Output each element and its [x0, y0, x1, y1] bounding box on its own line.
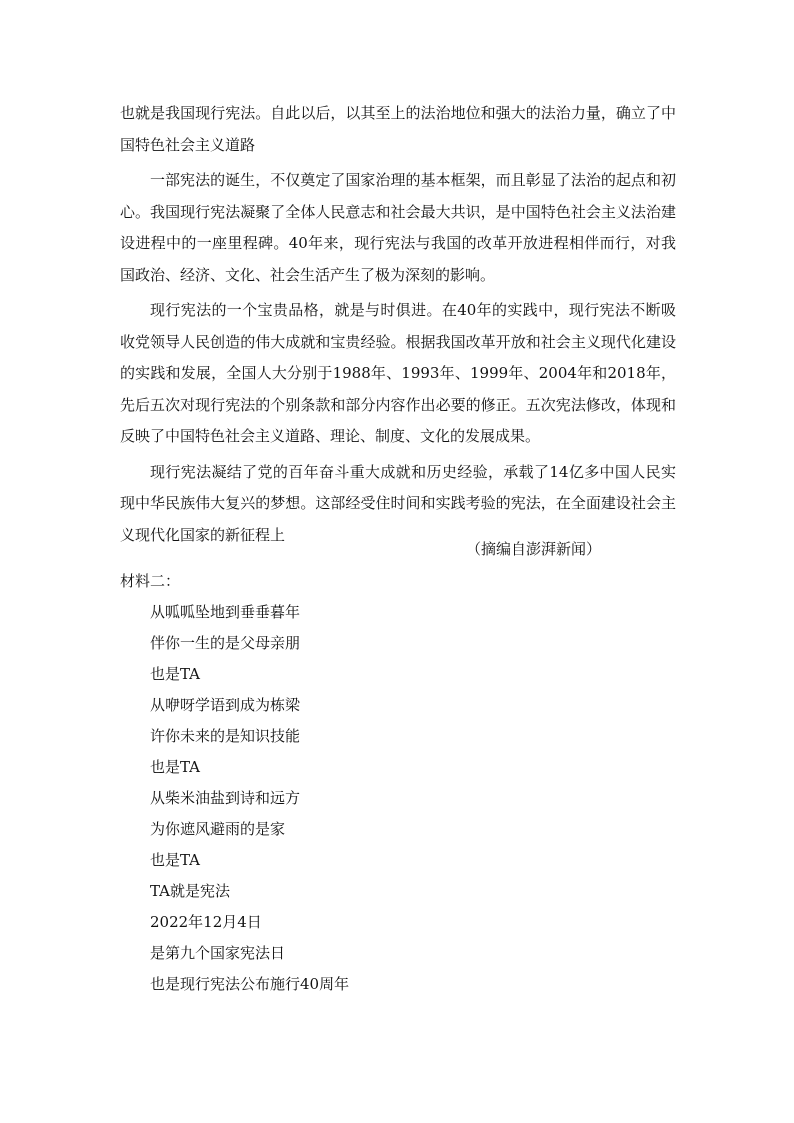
poem-line: 2022年12月4日 — [150, 913, 262, 931]
poem-line: TA就是宪法 — [150, 882, 231, 900]
material-two-poem — [150, 597, 349, 1000]
poem-line: 伴你一生的是父母亲朋 — [150, 634, 301, 652]
poem-line: 也是现行宪法公布施行40周年 — [150, 975, 350, 993]
poem-line: 也是TA — [150, 665, 201, 683]
poem-line: 为你遮风避雨的是家 — [150, 820, 286, 838]
poem-line: 从柴米油盐到诗和远方 — [150, 789, 301, 807]
paragraph-constitution-amendments: 现行宪法的一个宝贵品格，就是与时俱进。在40年的实践中，现行宪法不断吸收党领导人民创造的伟大成就和宝贵经验。根据我国改革开放和社会主义现代化建设的实践和发展，全国人大分别于1988年、1993年、1999年、2004年和2018年，先后五次对现行宪法的个别条款和部分内容作出必要的修正。五次宪法修改，体现和反映了中国特色社会主义道路、理论、制度、文化的发展成果。 — [120, 301, 676, 445]
poem-line: 也是TA — [150, 851, 201, 869]
material-two-title: 材料二： — [120, 572, 181, 590]
poem-line: 是第九个国家宪法日 — [150, 944, 286, 962]
source-citation: （摘编自澎湃新闻） — [466, 540, 602, 558]
paragraph-constitution-experience: 现行宪法凝结了党的百年奋斗重大成就和历史经验，承载了14亿多中国人民实现中华民族伟大复兴的梦想。这部经受住时间和实践考验的宪法，在全面建设社会主义现代化国家的新征程上 — [120, 462, 676, 544]
poem-line: 从呱呱坠地到垂垂暮年 — [150, 603, 301, 621]
poem-line: 从咿呀学语到成为栋梁 — [150, 696, 301, 714]
poem-line: 也是TA — [150, 758, 201, 776]
paragraph-continuation: 也就是我国现行宪法。自此以后，以其至上的法治地位和强大的法治力量，确立了中国特色社会主义道路 — [120, 104, 676, 154]
material-one-body — [120, 98, 676, 551]
paragraph-constitution-birth: 一部宪法的诞生，不仅奠定了国家治理的基本框架，而且彰显了法治的起点和初心。我国现行宪法凝聚了全体人民意志和社会最大共识，是中国特色社会主义法治建设进程中的一座里程碑。40年来，现行宪法与我国的改革开放进程相伴而行，对我国政治、经济、文化、社会生活产生了极为深刻的影响。 — [120, 171, 676, 284]
poem-line: 许你未来的是知识技能 — [150, 727, 301, 745]
